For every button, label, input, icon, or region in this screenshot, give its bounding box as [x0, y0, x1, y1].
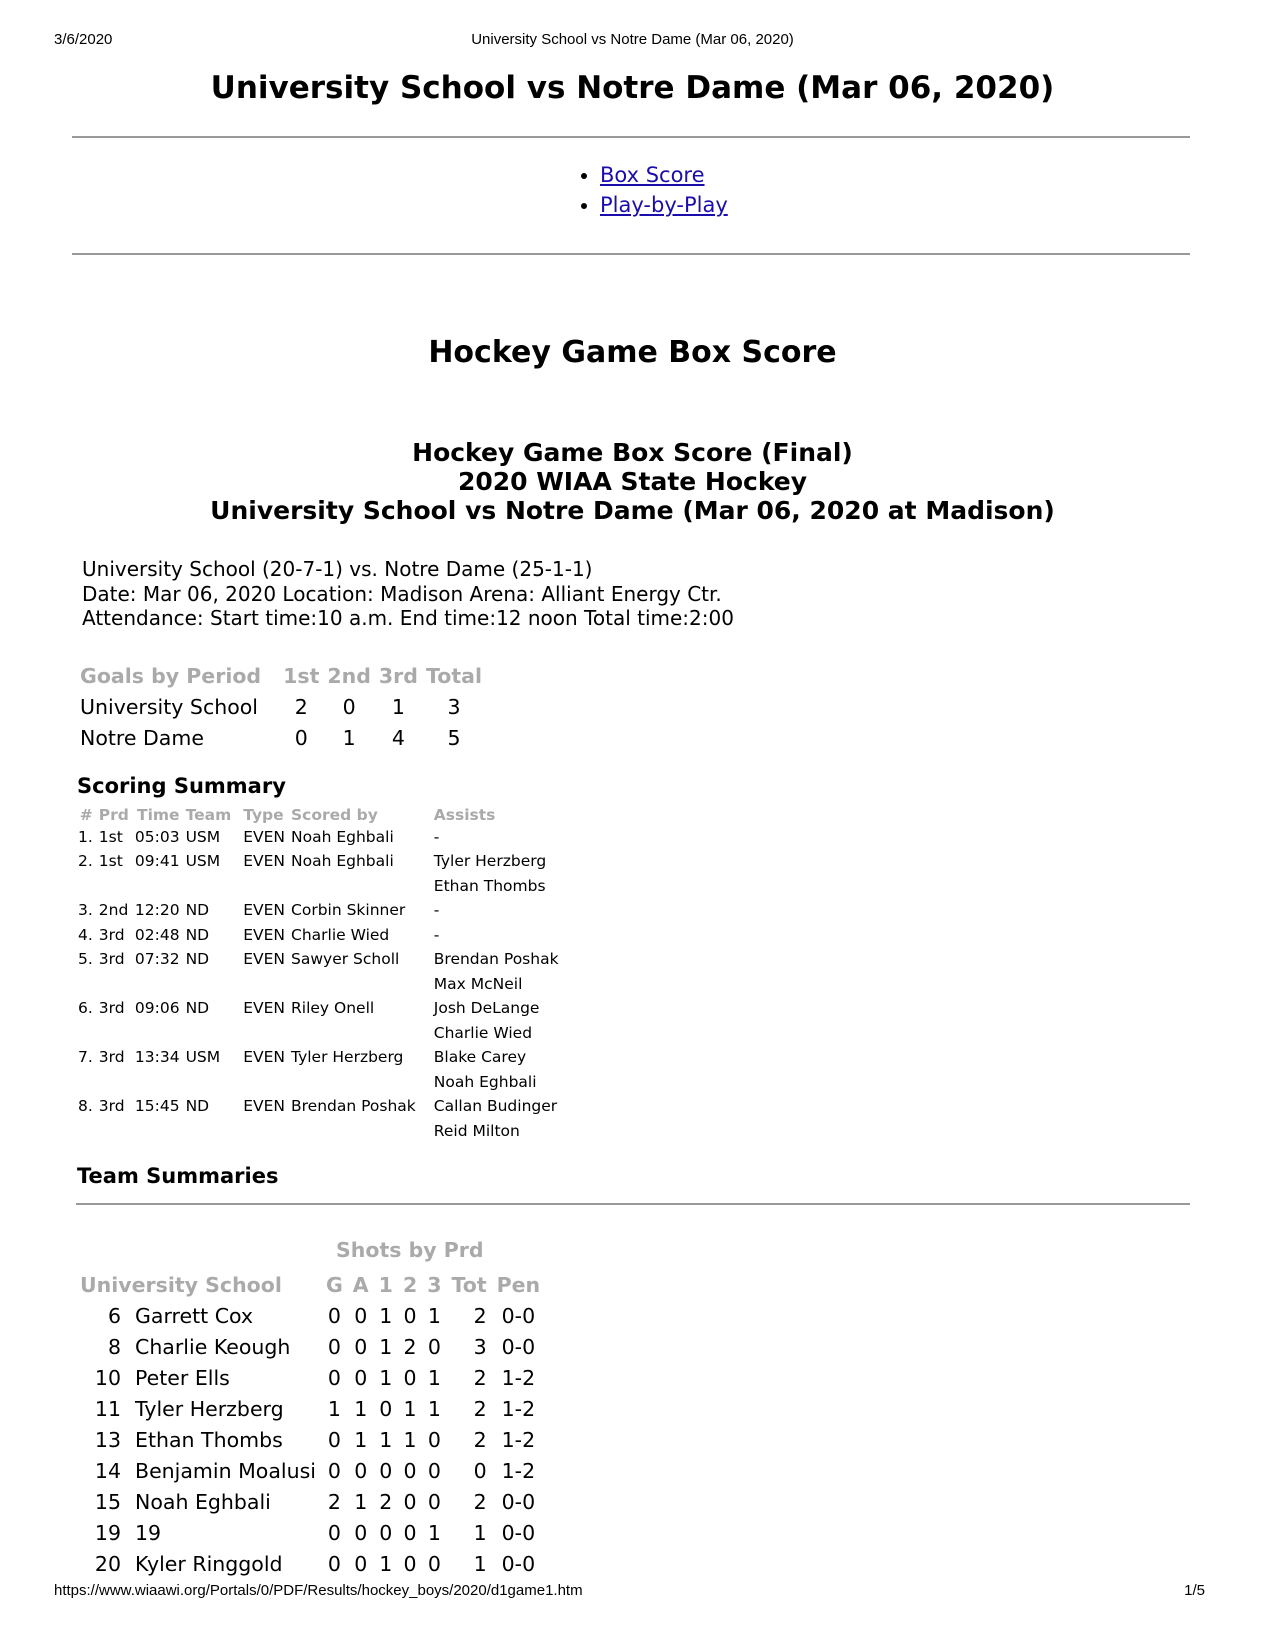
table-row: [76, 1517, 545, 1548]
scoring-summary-table: [78, 803, 565, 1146]
period-goals: 4: [391, 725, 405, 750]
table-row: [76, 1455, 545, 1486]
goals-by-period-table: [76, 660, 486, 753]
header-cell: A: [352, 1272, 369, 1297]
goals: 0: [327, 1520, 341, 1545]
shots-p2: 2: [403, 1334, 417, 1359]
assists: 1: [354, 1396, 368, 1421]
shots-p2: 0: [403, 1551, 417, 1576]
time: [135, 975, 186, 1000]
time: 05:03: [134, 827, 180, 846]
shots-total: 2: [473, 1396, 487, 1421]
table-row: [76, 691, 486, 722]
period: [99, 1024, 135, 1049]
shots-p2: 0: [403, 1303, 417, 1328]
goals: 0: [327, 1427, 341, 1452]
goal-type: [237, 1122, 291, 1147]
period-goals: 0: [342, 694, 356, 719]
shots-p2: 1: [403, 1396, 417, 1421]
team-summaries-title: Team Summaries: [77, 1164, 279, 1188]
team: ND: [185, 999, 210, 1017]
team: ND: [185, 1097, 210, 1115]
shots-total: 2: [473, 1303, 487, 1328]
scorer: [291, 877, 428, 902]
header-cell: Type: [243, 806, 284, 825]
shots-p1: 1: [379, 1551, 393, 1576]
team: ND: [185, 925, 210, 944]
table-row: [78, 1048, 565, 1073]
team: [186, 1122, 238, 1147]
assist: -: [433, 925, 440, 944]
team-summary-table: [76, 1269, 545, 1579]
goal-type: [237, 877, 291, 902]
goal-number: 6.: [78, 999, 93, 1017]
goal-type: [237, 1073, 291, 1098]
table-row: [78, 901, 565, 926]
jersey-number: 15: [94, 1489, 121, 1514]
team-summary-header: [76, 1269, 545, 1300]
scorer: Sawyer Scholl: [291, 950, 400, 968]
date-location: Date: Mar 06, 2020 Location: Madison Arena: Alliant Energy Ctr.: [82, 581, 722, 606]
shots-p3: 1: [427, 1303, 441, 1328]
print-page-title: University School vs Notre Dame (Mar 06, 2020): [471, 31, 794, 48]
goal-number: 2.: [78, 852, 93, 870]
attendance-times: Attendance: Start time:10 a.m. End time:12 noon Total time:2:00: [82, 606, 734, 630]
goal-type: EVEN: [243, 901, 286, 919]
shots-p1: 2: [379, 1489, 393, 1514]
player-name: Tyler Herzberg: [135, 1396, 284, 1421]
goals: 0: [327, 1551, 341, 1576]
jersey-number: 19: [94, 1520, 121, 1545]
scorer: [291, 1073, 428, 1098]
team: [186, 975, 238, 1000]
nav-item-box-score: [600, 160, 728, 190]
team: USM: [185, 852, 221, 870]
jersey-number: 8: [107, 1334, 121, 1359]
team: USM: [185, 827, 221, 846]
shots-p1: 0: [379, 1520, 393, 1545]
shots-total: 1: [473, 1551, 487, 1576]
header-cell: Time: [137, 806, 180, 825]
goals: 2: [327, 1489, 341, 1514]
nav-item-play-by-play: [600, 190, 728, 220]
assist: Blake Carey: [433, 1048, 527, 1066]
goal-type: EVEN: [243, 852, 286, 870]
play-by-play-link[interactable]: Play-by-Play: [600, 193, 728, 217]
goal-number: [78, 1073, 99, 1098]
player-name: Noah Eghbali: [135, 1489, 271, 1514]
team: USM: [185, 1048, 221, 1066]
scorer: Noah Eghbali: [291, 827, 394, 846]
goal-number: 5.: [78, 950, 93, 968]
shots-p3: 1: [427, 1396, 441, 1421]
table-row: [76, 1300, 545, 1331]
game-meta: [82, 557, 734, 631]
assists: 0: [354, 1334, 368, 1359]
header-cell: Pen: [496, 1272, 541, 1297]
time: 09:41: [134, 852, 180, 870]
goal-number: [78, 1024, 99, 1049]
table-row: [76, 1362, 545, 1393]
goal-number: 8.: [78, 1097, 93, 1115]
table-row: [78, 877, 565, 902]
player-name: Peter Ells: [135, 1365, 230, 1390]
period: 3rd: [98, 1097, 125, 1115]
shots-p3: 0: [427, 1489, 441, 1514]
assist: Tyler Herzberg: [433, 852, 547, 870]
team-name-header: University School: [80, 1272, 282, 1297]
penalties: 1-2: [501, 1396, 536, 1421]
scorer: Riley Onell: [291, 999, 375, 1017]
teams-records: University School (20-7-1) vs. Notre Dame (25-1-1): [82, 557, 593, 581]
game-status-line: Hockey Game Box Score (Final): [412, 438, 853, 467]
assist: Charlie Wied: [433, 1023, 533, 1042]
top-divider: [72, 136, 1190, 138]
print-url: https://www.wiaawi.org/Portals/0/PDF/Results/hockey_boys/2020/d1game1.htm: [54, 1582, 583, 1599]
table-row: [76, 1393, 545, 1424]
goal-type: [237, 975, 291, 1000]
assist: Josh DeLange: [433, 999, 540, 1017]
shots-p1: 0: [379, 1458, 393, 1483]
team: ND: [185, 950, 210, 968]
team: [186, 877, 238, 902]
goals-by-period-header: [76, 660, 486, 691]
penalties: 1-2: [501, 1427, 536, 1452]
shots-total: 3: [473, 1334, 487, 1359]
scorer: Brendan Poshak: [291, 1097, 416, 1115]
game-info-heading: [0, 438, 1265, 525]
header-cell: Total: [425, 663, 482, 688]
shots-p2: 0: [403, 1458, 417, 1483]
total-goals: 3: [447, 694, 461, 719]
period: 1st: [98, 827, 123, 846]
header-cell: 3: [427, 1272, 442, 1297]
shots-p3: 0: [427, 1427, 441, 1452]
jersey-number: 10: [94, 1365, 121, 1390]
shots-p2: 0: [403, 1489, 417, 1514]
period: 3rd: [98, 999, 125, 1017]
period: 3rd: [98, 950, 125, 968]
table-row: [78, 1024, 565, 1049]
goal-number: [78, 1122, 99, 1147]
header-cell: Goals by Period: [80, 663, 262, 688]
shots-p2: 0: [403, 1365, 417, 1390]
player-name: Benjamin Moalusi: [135, 1458, 316, 1483]
shots-total: 1: [473, 1520, 487, 1545]
header-cell: Team: [185, 806, 232, 825]
period: [99, 877, 135, 902]
assists: 1: [354, 1427, 368, 1452]
header-cell: Assists: [433, 806, 496, 825]
goal-type: EVEN: [243, 950, 286, 968]
header-cell: #: [79, 806, 93, 825]
goal-number: [78, 877, 99, 902]
goal-type: EVEN: [243, 999, 286, 1017]
assist: -: [433, 827, 440, 846]
jersey-number: 6: [107, 1303, 121, 1328]
assist: Reid Milton: [433, 1121, 520, 1140]
goals: 1: [327, 1396, 341, 1421]
table-row: [78, 828, 565, 853]
event-line: 2020 WIAA State Hockey: [457, 467, 808, 496]
scorer: Charlie Wied: [291, 925, 390, 944]
team: [186, 1073, 238, 1098]
shots-total: 0: [473, 1458, 487, 1483]
assists: 1: [354, 1489, 368, 1514]
team: [186, 1024, 238, 1049]
time: 09:06: [134, 999, 180, 1017]
time: [135, 1024, 186, 1049]
shots-total: 2: [473, 1365, 487, 1390]
print-page-number: 1/5: [1184, 1582, 1205, 1599]
table-row: [78, 926, 565, 951]
shots-p3: 0: [427, 1458, 441, 1483]
jersey-number: 13: [94, 1427, 121, 1452]
team: ND: [185, 901, 210, 919]
time: [135, 1122, 186, 1147]
header-cell: 1: [378, 1272, 393, 1297]
scoring-summary-title: Scoring Summary: [77, 774, 286, 798]
scorer: Tyler Herzberg: [291, 1048, 404, 1066]
goal-type: EVEN: [243, 1097, 286, 1115]
shots-p3: 0: [427, 1334, 441, 1359]
penalties: 0-0: [501, 1334, 536, 1359]
table-row: [76, 1424, 545, 1455]
table-row: [78, 999, 565, 1024]
shots-p2: 1: [403, 1427, 417, 1452]
player-name: Ethan Thombs: [135, 1427, 283, 1452]
period-goals: 1: [391, 694, 405, 719]
header-cell: 2nd: [327, 663, 371, 688]
period: [99, 1122, 135, 1147]
assists: 0: [354, 1520, 368, 1545]
total-goals: 5: [447, 725, 461, 750]
goal-number: 4.: [78, 925, 93, 944]
time: 13:34: [134, 1048, 180, 1066]
scorer: [291, 1122, 428, 1147]
time: 12:20: [134, 901, 180, 919]
period: [99, 1073, 135, 1098]
print-date: 3/6/2020: [54, 31, 113, 48]
goal-number: [78, 975, 99, 1000]
assists: 0: [354, 1303, 368, 1328]
goals: 0: [327, 1334, 341, 1359]
matchup-line: University School vs Notre Dame (Mar 06, 2020 at Madison): [210, 496, 1055, 525]
header-cell: 1st: [283, 663, 320, 688]
header-cell: 2: [402, 1272, 418, 1297]
table-row: [76, 1548, 545, 1579]
period-goals: 1: [342, 725, 356, 750]
table-row: [78, 1122, 565, 1147]
penalties: 1-2: [501, 1458, 536, 1483]
period: 3rd: [98, 925, 125, 944]
shots-p2: 0: [403, 1520, 417, 1545]
period-goals: 2: [294, 694, 308, 719]
goal-type: EVEN: [243, 827, 286, 846]
penalties: 1-2: [501, 1365, 536, 1390]
time: 07:32: [134, 950, 180, 968]
nav-list: [575, 160, 728, 220]
jersey-number: 14: [94, 1458, 121, 1483]
assist: Max McNeil: [433, 974, 523, 993]
header-cell: 3rd: [378, 663, 418, 688]
goals: 0: [327, 1458, 341, 1483]
scorer: [291, 1024, 428, 1049]
assist: Ethan Thombs: [433, 876, 546, 895]
page-title: University School vs Notre Dame (Mar 06, 2020): [210, 70, 1055, 106]
scorer: Noah Eghbali: [291, 852, 394, 870]
penalties: 0-0: [501, 1551, 536, 1576]
goal-type: EVEN: [243, 925, 286, 944]
player-name: Garrett Cox: [135, 1303, 254, 1328]
assists: 0: [354, 1365, 368, 1390]
shots-p3: 1: [427, 1365, 441, 1390]
player-name: Kyler Ringgold: [135, 1551, 283, 1576]
goal-number: 7.: [78, 1048, 93, 1066]
period-goals: 0: [294, 725, 308, 750]
time: [135, 1073, 186, 1098]
assist: Noah Eghbali: [433, 1072, 537, 1091]
box-score-link[interactable]: Box Score: [600, 163, 705, 187]
goals: 0: [327, 1303, 341, 1328]
scorer: [291, 975, 428, 1000]
team-name: University School: [80, 694, 258, 719]
period: 1st: [98, 852, 123, 870]
period: 2nd: [98, 901, 129, 919]
assists: 0: [354, 1551, 368, 1576]
scorer: Corbin Skinner: [291, 901, 406, 919]
table-row: [76, 1486, 545, 1517]
goal-type: EVEN: [243, 1048, 286, 1066]
time: 02:48: [134, 925, 180, 944]
goal-number: 1.: [78, 827, 93, 846]
shots-p1: 0: [379, 1396, 393, 1421]
assist: Callan Budinger: [433, 1097, 558, 1115]
table-row: [78, 950, 565, 975]
jersey-number: 20: [94, 1551, 121, 1576]
time: [135, 877, 186, 902]
section-title: Hockey Game Box Score: [428, 335, 837, 370]
shots-p1: 1: [379, 1365, 393, 1390]
table-row: [78, 1097, 565, 1122]
header-cell: Prd: [98, 806, 129, 825]
header-cell: Scored by: [291, 806, 378, 825]
jersey-number: 11: [94, 1396, 121, 1421]
shots-p3: 0: [427, 1551, 441, 1576]
player-name: 19: [135, 1520, 162, 1545]
shots-p1: 1: [379, 1427, 393, 1452]
table-row: [78, 1073, 565, 1098]
time: 15:45: [134, 1097, 180, 1115]
shots-p1: 1: [379, 1303, 393, 1328]
table-row: [78, 852, 565, 877]
period: [99, 975, 135, 1000]
penalties: 0-0: [501, 1303, 536, 1328]
nav-divider: [72, 253, 1190, 255]
scoring-header: [78, 803, 565, 828]
penalties: 0-0: [501, 1489, 536, 1514]
penalties: 0-0: [501, 1520, 536, 1545]
shots-by-period-label: Shots by Prd: [336, 1238, 484, 1262]
period: 3rd: [98, 1048, 125, 1066]
goal-type: [237, 1024, 291, 1049]
team-summaries-divider: [76, 1203, 1190, 1205]
shots-p3: 1: [427, 1520, 441, 1545]
team-name: Notre Dame: [80, 725, 204, 750]
goal-number: 3.: [78, 901, 93, 919]
goals: 0: [327, 1365, 341, 1390]
table-row: [76, 1331, 545, 1362]
assists: 0: [354, 1458, 368, 1483]
header-cell: G: [325, 1272, 343, 1297]
player-name: Charlie Keough: [135, 1334, 291, 1359]
shots-p1: 1: [379, 1334, 393, 1359]
assist: Brendan Poshak: [433, 950, 559, 968]
assist: -: [433, 901, 440, 919]
header-cell: Tot: [451, 1272, 487, 1297]
table-row: [76, 722, 486, 753]
table-row: [78, 975, 565, 1000]
shots-total: 2: [473, 1489, 487, 1514]
shots-total: 2: [473, 1427, 487, 1452]
